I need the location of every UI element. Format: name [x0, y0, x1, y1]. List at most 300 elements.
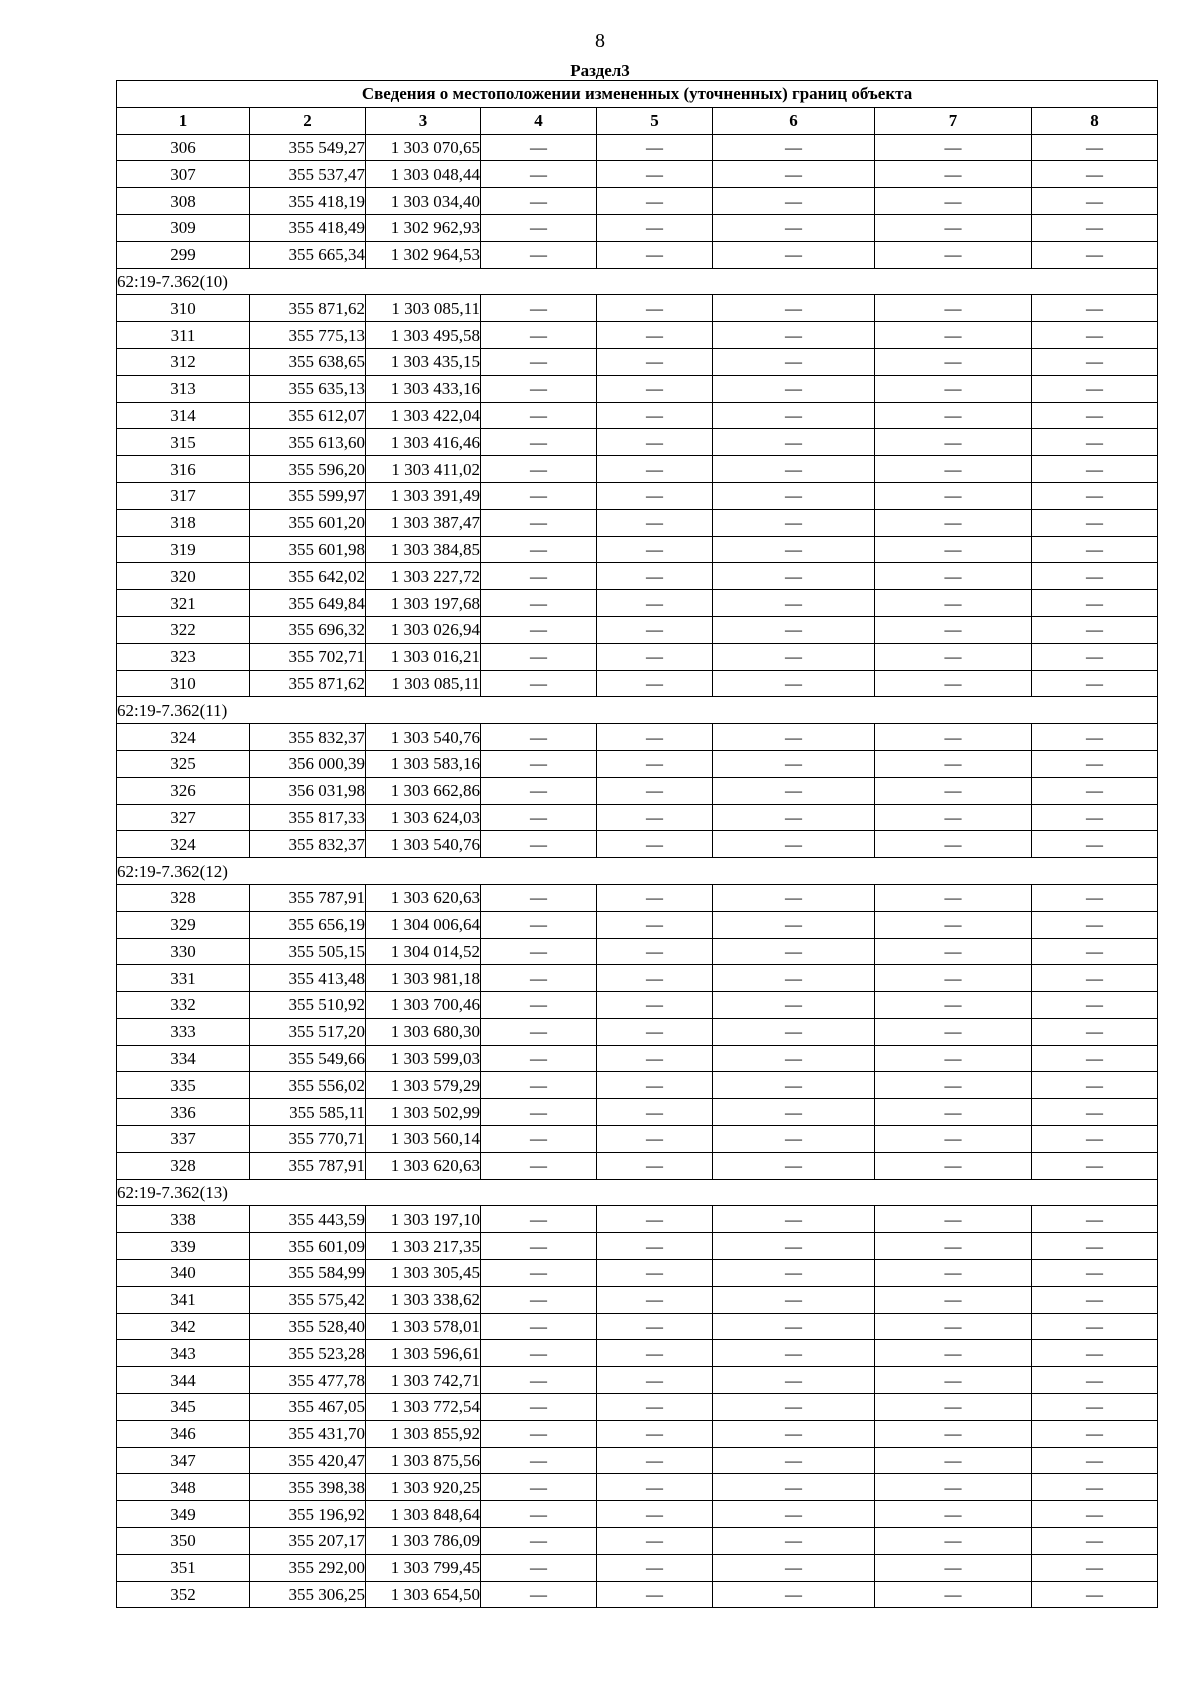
table-row — [117, 482, 1158, 509]
empty-value-dash: — — [713, 161, 875, 188]
empty-value-dash: — — [713, 831, 875, 858]
y-coordinate-cell: 1 303 433,16 — [366, 375, 481, 402]
table-row — [117, 1474, 1158, 1501]
empty-value-dash: — — [713, 1206, 875, 1233]
table-caption-row — [117, 81, 1158, 108]
empty-value-dash: — — [1032, 777, 1158, 804]
empty-value-dash: — — [713, 429, 875, 456]
empty-value-dash: — — [597, 938, 713, 965]
empty-value-dash: — — [713, 590, 875, 617]
x-coordinate-cell: 355 549,66 — [250, 1045, 366, 1072]
empty-value-dash: — — [597, 1474, 713, 1501]
empty-value-dash: — — [713, 1126, 875, 1153]
x-coordinate-cell: 355 817,33 — [250, 804, 366, 831]
x-coordinate-cell: 355 292,00 — [250, 1554, 366, 1581]
point-number-cell: 334 — [117, 1045, 250, 1072]
group-header-row — [117, 697, 1158, 724]
empty-value-dash: — — [597, 214, 713, 241]
empty-value-dash: — — [875, 348, 1032, 375]
group-header-row — [117, 858, 1158, 885]
empty-value-dash: — — [481, 375, 597, 402]
point-number-cell: 345 — [117, 1394, 250, 1421]
empty-value-dash: — — [875, 509, 1032, 536]
table-row — [117, 1394, 1158, 1421]
y-coordinate-cell: 1 303 016,21 — [366, 643, 481, 670]
empty-value-dash: — — [713, 1018, 875, 1045]
point-number-cell: 312 — [117, 348, 250, 375]
x-coordinate-cell: 355 443,59 — [250, 1206, 366, 1233]
empty-value-dash: — — [1032, 1152, 1158, 1179]
empty-value-dash: — — [1032, 563, 1158, 590]
point-number-cell: 319 — [117, 536, 250, 563]
empty-value-dash: — — [481, 1394, 597, 1421]
empty-value-dash: — — [875, 804, 1032, 831]
y-coordinate-cell: 1 303 875,56 — [366, 1447, 481, 1474]
empty-value-dash: — — [1032, 482, 1158, 509]
y-coordinate-cell: 1 303 560,14 — [366, 1126, 481, 1153]
column-header: 1 — [117, 107, 250, 134]
empty-value-dash: — — [1032, 509, 1158, 536]
point-number-cell: 299 — [117, 241, 250, 268]
empty-value-dash: — — [1032, 1447, 1158, 1474]
empty-value-dash: — — [1032, 804, 1158, 831]
empty-value-dash: — — [713, 1072, 875, 1099]
empty-value-dash: — — [481, 1528, 597, 1555]
empty-value-dash: — — [481, 1501, 597, 1528]
y-coordinate-cell: 1 303 305,45 — [366, 1260, 481, 1287]
empty-value-dash: — — [713, 804, 875, 831]
empty-value-dash: — — [713, 456, 875, 483]
empty-value-dash: — — [1032, 1018, 1158, 1045]
table-row — [117, 563, 1158, 590]
table-row — [117, 750, 1158, 777]
empty-value-dash: — — [597, 456, 713, 483]
empty-value-dash: — — [713, 536, 875, 563]
x-coordinate-cell: 355 306,25 — [250, 1581, 366, 1608]
table-row — [117, 1581, 1158, 1608]
empty-value-dash: — — [875, 1581, 1032, 1608]
empty-value-dash: — — [875, 1528, 1032, 1555]
empty-value-dash: — — [481, 724, 597, 751]
x-coordinate-cell: 355 418,49 — [250, 214, 366, 241]
y-coordinate-cell: 1 303 700,46 — [366, 992, 481, 1019]
x-coordinate-cell: 355 596,20 — [250, 456, 366, 483]
point-number-cell: 342 — [117, 1313, 250, 1340]
point-number-cell: 324 — [117, 831, 250, 858]
y-coordinate-cell: 1 303 920,25 — [366, 1474, 481, 1501]
empty-value-dash: — — [481, 804, 597, 831]
table-row — [117, 1420, 1158, 1447]
y-coordinate-cell: 1 303 786,09 — [366, 1528, 481, 1555]
point-number-cell: 306 — [117, 134, 250, 161]
y-coordinate-cell: 1 303 680,30 — [366, 1018, 481, 1045]
y-coordinate-cell: 1 303 197,10 — [366, 1206, 481, 1233]
table-row — [117, 1099, 1158, 1126]
empty-value-dash: — — [481, 1367, 597, 1394]
y-coordinate-cell: 1 303 411,02 — [366, 456, 481, 483]
empty-value-dash: — — [875, 429, 1032, 456]
empty-value-dash: — — [597, 1554, 713, 1581]
empty-value-dash: — — [597, 536, 713, 563]
point-number-cell: 315 — [117, 429, 250, 456]
empty-value-dash: — — [597, 375, 713, 402]
point-number-cell: 341 — [117, 1286, 250, 1313]
empty-value-dash: — — [597, 322, 713, 349]
y-coordinate-cell: 1 303 654,50 — [366, 1581, 481, 1608]
column-header: 3 — [366, 107, 481, 134]
empty-value-dash: — — [481, 670, 597, 697]
empty-value-dash: — — [1032, 884, 1158, 911]
empty-value-dash: — — [481, 616, 597, 643]
y-coordinate-cell: 1 303 855,92 — [366, 1420, 481, 1447]
empty-value-dash: — — [1032, 348, 1158, 375]
table-row — [117, 992, 1158, 1019]
table-row — [117, 1072, 1158, 1099]
x-coordinate-cell: 355 549,27 — [250, 134, 366, 161]
empty-value-dash: — — [597, 1367, 713, 1394]
point-number-cell: 352 — [117, 1581, 250, 1608]
empty-value-dash: — — [597, 509, 713, 536]
x-coordinate-cell: 355 601,20 — [250, 509, 366, 536]
empty-value-dash: — — [597, 1206, 713, 1233]
empty-value-dash: — — [481, 214, 597, 241]
empty-value-dash: — — [1032, 1501, 1158, 1528]
table-row — [117, 1367, 1158, 1394]
empty-value-dash: — — [713, 1581, 875, 1608]
empty-value-dash: — — [875, 1018, 1032, 1045]
empty-value-dash: — — [1032, 241, 1158, 268]
empty-value-dash: — — [713, 1367, 875, 1394]
empty-value-dash: — — [713, 911, 875, 938]
point-number-cell: 329 — [117, 911, 250, 938]
point-number-cell: 337 — [117, 1126, 250, 1153]
empty-value-dash: — — [481, 1206, 597, 1233]
empty-value-dash: — — [875, 563, 1032, 590]
point-number-cell: 331 — [117, 965, 250, 992]
empty-value-dash: — — [713, 188, 875, 215]
x-coordinate-cell: 355 585,11 — [250, 1099, 366, 1126]
empty-value-dash: — — [1032, 724, 1158, 751]
empty-value-dash: — — [481, 1286, 597, 1313]
empty-value-dash: — — [597, 161, 713, 188]
empty-value-dash: — — [713, 965, 875, 992]
table-row — [117, 536, 1158, 563]
empty-value-dash: — — [597, 1099, 713, 1126]
point-number-cell: 335 — [117, 1072, 250, 1099]
empty-value-dash: — — [481, 1420, 597, 1447]
empty-value-dash: — — [1032, 831, 1158, 858]
table-caption: Сведения о местоположении измененных (уточненных) границ объекта — [117, 81, 1158, 108]
empty-value-dash: — — [1032, 1474, 1158, 1501]
x-coordinate-cell: 355 702,71 — [250, 643, 366, 670]
empty-value-dash: — — [875, 1340, 1032, 1367]
y-coordinate-cell: 1 303 227,72 — [366, 563, 481, 590]
point-number-cell: 332 — [117, 992, 250, 1019]
empty-value-dash: — — [875, 884, 1032, 911]
empty-value-dash: — — [875, 670, 1032, 697]
point-number-cell: 311 — [117, 322, 250, 349]
empty-value-dash: — — [597, 965, 713, 992]
empty-value-dash: — — [713, 1099, 875, 1126]
x-coordinate-cell: 355 635,13 — [250, 375, 366, 402]
empty-value-dash: — — [597, 1313, 713, 1340]
empty-value-dash: — — [1032, 750, 1158, 777]
table-row — [117, 456, 1158, 483]
empty-value-dash: — — [597, 643, 713, 670]
y-coordinate-cell: 1 303 384,85 — [366, 536, 481, 563]
table-row — [117, 1233, 1158, 1260]
x-coordinate-cell: 355 642,02 — [250, 563, 366, 590]
table-row — [117, 1554, 1158, 1581]
column-header: 6 — [713, 107, 875, 134]
empty-value-dash: — — [713, 1447, 875, 1474]
empty-value-dash: — — [1032, 965, 1158, 992]
y-coordinate-cell: 1 303 981,18 — [366, 965, 481, 992]
y-coordinate-cell: 1 303 026,94 — [366, 616, 481, 643]
cadastral-group-label: 62:19-7.362(11) — [117, 697, 1158, 724]
empty-value-dash: — — [481, 1554, 597, 1581]
point-number-cell: 321 — [117, 590, 250, 617]
empty-value-dash: — — [597, 724, 713, 751]
table-row — [117, 643, 1158, 670]
table-row — [117, 161, 1158, 188]
empty-value-dash: — — [481, 1152, 597, 1179]
x-coordinate-cell: 355 871,62 — [250, 670, 366, 697]
y-coordinate-cell: 1 304 006,64 — [366, 911, 481, 938]
column-number-row — [117, 107, 1158, 134]
empty-value-dash: — — [481, 884, 597, 911]
point-number-cell: 338 — [117, 1206, 250, 1233]
empty-value-dash: — — [713, 724, 875, 751]
empty-value-dash: — — [1032, 456, 1158, 483]
point-number-cell: 326 — [117, 777, 250, 804]
table-row — [117, 724, 1158, 751]
empty-value-dash: — — [481, 992, 597, 1019]
empty-value-dash: — — [1032, 1099, 1158, 1126]
x-coordinate-cell: 355 420,47 — [250, 1447, 366, 1474]
empty-value-dash: — — [481, 1581, 597, 1608]
table-row — [117, 1126, 1158, 1153]
point-number-cell: 344 — [117, 1367, 250, 1394]
empty-value-dash: — — [713, 1260, 875, 1287]
empty-value-dash: — — [713, 1501, 875, 1528]
y-coordinate-cell: 1 303 197,68 — [366, 590, 481, 617]
x-coordinate-cell: 355 556,02 — [250, 1072, 366, 1099]
empty-value-dash: — — [875, 1260, 1032, 1287]
point-number-cell: 309 — [117, 214, 250, 241]
x-coordinate-cell: 355 871,62 — [250, 295, 366, 322]
empty-value-dash: — — [875, 1367, 1032, 1394]
empty-value-dash: — — [875, 1501, 1032, 1528]
empty-value-dash: — — [1032, 536, 1158, 563]
point-number-cell: 343 — [117, 1340, 250, 1367]
section-title: Раздел3 — [570, 61, 630, 80]
empty-value-dash: — — [597, 134, 713, 161]
empty-value-dash: — — [1032, 1260, 1158, 1287]
empty-value-dash: — — [713, 670, 875, 697]
empty-value-dash: — — [875, 134, 1032, 161]
empty-value-dash: — — [875, 938, 1032, 965]
point-number-cell: 347 — [117, 1447, 250, 1474]
empty-value-dash: — — [875, 1072, 1032, 1099]
empty-value-dash: — — [481, 134, 597, 161]
y-coordinate-cell: 1 302 962,93 — [366, 214, 481, 241]
empty-value-dash: — — [481, 938, 597, 965]
column-header: 5 — [597, 107, 713, 134]
empty-value-dash: — — [713, 1394, 875, 1421]
empty-value-dash: — — [875, 643, 1032, 670]
x-coordinate-cell: 355 523,28 — [250, 1340, 366, 1367]
point-number-cell: 349 — [117, 1501, 250, 1528]
x-coordinate-cell: 355 665,34 — [250, 241, 366, 268]
x-coordinate-cell: 355 537,47 — [250, 161, 366, 188]
empty-value-dash: — — [597, 402, 713, 429]
empty-value-dash: — — [713, 509, 875, 536]
empty-value-dash: — — [713, 750, 875, 777]
x-coordinate-cell: 355 196,92 — [250, 1501, 366, 1528]
empty-value-dash: — — [1032, 1286, 1158, 1313]
empty-value-dash: — — [1032, 1581, 1158, 1608]
empty-value-dash: — — [1032, 402, 1158, 429]
empty-value-dash: — — [597, 295, 713, 322]
table-row — [117, 134, 1158, 161]
x-coordinate-cell: 355 787,91 — [250, 1152, 366, 1179]
x-coordinate-cell: 355 575,42 — [250, 1286, 366, 1313]
empty-value-dash: — — [1032, 1313, 1158, 1340]
x-coordinate-cell: 355 613,60 — [250, 429, 366, 456]
empty-value-dash: — — [481, 1233, 597, 1260]
y-coordinate-cell: 1 304 014,52 — [366, 938, 481, 965]
y-coordinate-cell: 1 303 217,35 — [366, 1233, 481, 1260]
empty-value-dash: — — [597, 884, 713, 911]
empty-value-dash: — — [1032, 616, 1158, 643]
y-coordinate-cell: 1 303 034,40 — [366, 188, 481, 215]
empty-value-dash: — — [875, 724, 1032, 751]
x-coordinate-cell: 355 770,71 — [250, 1126, 366, 1153]
empty-value-dash: — — [481, 563, 597, 590]
point-number-cell: 327 — [117, 804, 250, 831]
empty-value-dash: — — [713, 482, 875, 509]
empty-value-dash: — — [713, 1528, 875, 1555]
empty-value-dash: — — [481, 188, 597, 215]
x-coordinate-cell: 355 413,48 — [250, 965, 366, 992]
point-number-cell: 323 — [117, 643, 250, 670]
empty-value-dash: — — [481, 456, 597, 483]
point-number-cell: 316 — [117, 456, 250, 483]
empty-value-dash: — — [1032, 1528, 1158, 1555]
empty-value-dash: — — [481, 322, 597, 349]
table-row — [117, 375, 1158, 402]
empty-value-dash: — — [481, 750, 597, 777]
empty-value-dash: — — [481, 1447, 597, 1474]
table-row — [117, 348, 1158, 375]
empty-value-dash: — — [875, 214, 1032, 241]
group-header-row — [117, 1179, 1158, 1206]
empty-value-dash: — — [481, 1099, 597, 1126]
point-number-cell: 324 — [117, 724, 250, 751]
y-coordinate-cell: 1 303 578,01 — [366, 1313, 481, 1340]
table-row — [117, 1501, 1158, 1528]
empty-value-dash: — — [875, 1045, 1032, 1072]
point-number-cell: 320 — [117, 563, 250, 590]
x-coordinate-cell: 355 787,91 — [250, 884, 366, 911]
cadastral-group-label: 62:19-7.362(12) — [117, 858, 1158, 885]
empty-value-dash: — — [875, 1313, 1032, 1340]
y-coordinate-cell: 1 303 620,63 — [366, 1152, 481, 1179]
empty-value-dash: — — [713, 402, 875, 429]
empty-value-dash: — — [597, 1286, 713, 1313]
empty-value-dash: — — [597, 1018, 713, 1045]
empty-value-dash: — — [481, 643, 597, 670]
empty-value-dash: — — [713, 938, 875, 965]
empty-value-dash: — — [597, 670, 713, 697]
empty-value-dash: — — [481, 1260, 597, 1287]
table-row — [117, 590, 1158, 617]
x-coordinate-cell: 355 510,92 — [250, 992, 366, 1019]
empty-value-dash: — — [875, 616, 1032, 643]
x-coordinate-cell: 355 584,99 — [250, 1260, 366, 1287]
empty-value-dash: — — [875, 456, 1032, 483]
point-number-cell: 348 — [117, 1474, 250, 1501]
empty-value-dash: — — [597, 563, 713, 590]
point-number-cell: 340 — [117, 1260, 250, 1287]
empty-value-dash: — — [713, 241, 875, 268]
empty-value-dash: — — [713, 348, 875, 375]
empty-value-dash: — — [597, 911, 713, 938]
y-coordinate-cell: 1 303 624,03 — [366, 804, 481, 831]
empty-value-dash: — — [875, 402, 1032, 429]
table-row — [117, 1286, 1158, 1313]
point-number-cell: 339 — [117, 1233, 250, 1260]
empty-value-dash: — — [713, 1474, 875, 1501]
empty-value-dash: — — [481, 1340, 597, 1367]
empty-value-dash: — — [1032, 1554, 1158, 1581]
table-row — [117, 402, 1158, 429]
x-coordinate-cell: 355 832,37 — [250, 831, 366, 858]
empty-value-dash: — — [1032, 1206, 1158, 1233]
x-coordinate-cell: 355 207,17 — [250, 1528, 366, 1555]
empty-value-dash: — — [713, 1045, 875, 1072]
empty-value-dash: — — [481, 777, 597, 804]
table-row — [117, 429, 1158, 456]
table-row — [117, 884, 1158, 911]
x-coordinate-cell: 355 649,84 — [250, 590, 366, 617]
y-coordinate-cell: 1 303 742,71 — [366, 1367, 481, 1394]
empty-value-dash: — — [713, 375, 875, 402]
empty-value-dash: — — [481, 241, 597, 268]
point-number-cell: 336 — [117, 1099, 250, 1126]
empty-value-dash: — — [713, 777, 875, 804]
empty-value-dash: — — [597, 1420, 713, 1447]
empty-value-dash: — — [481, 509, 597, 536]
empty-value-dash: — — [1032, 188, 1158, 215]
y-coordinate-cell: 1 303 620,63 — [366, 884, 481, 911]
empty-value-dash: — — [1032, 938, 1158, 965]
point-number-cell: 350 — [117, 1528, 250, 1555]
table-row — [117, 777, 1158, 804]
empty-value-dash: — — [597, 188, 713, 215]
y-coordinate-cell: 1 303 422,04 — [366, 402, 481, 429]
empty-value-dash: — — [597, 1501, 713, 1528]
empty-value-dash: — — [481, 911, 597, 938]
y-coordinate-cell: 1 303 583,16 — [366, 750, 481, 777]
empty-value-dash: — — [875, 1286, 1032, 1313]
empty-value-dash: — — [1032, 1340, 1158, 1367]
table-row — [117, 1447, 1158, 1474]
y-coordinate-cell: 1 303 848,64 — [366, 1501, 481, 1528]
empty-value-dash: — — [1032, 1367, 1158, 1394]
x-coordinate-cell: 355 517,20 — [250, 1018, 366, 1045]
